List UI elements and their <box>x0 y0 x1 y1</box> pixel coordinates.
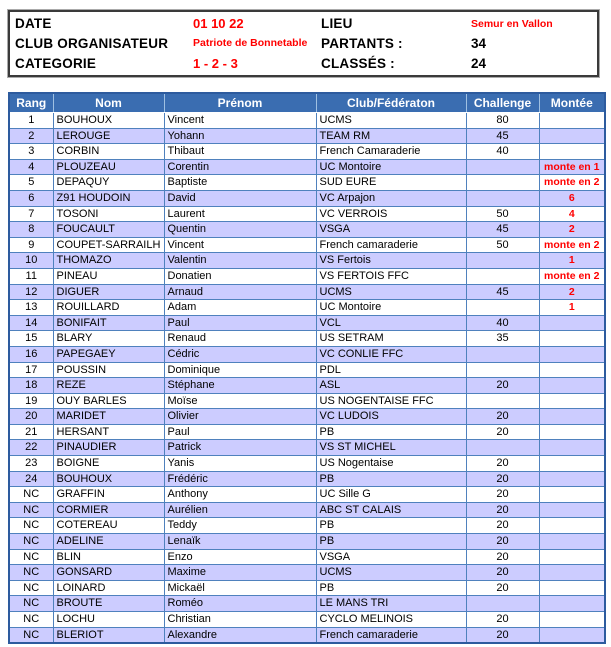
cell-club: VS ST MICHEL <box>316 440 466 456</box>
cell-rang: NC <box>9 627 53 643</box>
table-row <box>9 237 605 253</box>
table-row <box>9 284 605 300</box>
cell-club: French camaraderie <box>316 237 466 253</box>
cell-prenom: Thibaut <box>164 144 316 160</box>
cell-club: PB <box>316 424 466 440</box>
cell-club: PB <box>316 580 466 596</box>
cell-prenom: Quentin <box>164 222 316 238</box>
cell-rang: NC <box>9 565 53 581</box>
table-row <box>9 424 605 440</box>
cell-prenom: Roméo <box>164 596 316 612</box>
cell-challenge <box>466 346 539 362</box>
cell-montee <box>539 362 605 378</box>
cell-nom: OUY BARLES <box>53 393 164 409</box>
cell-montee: 2 <box>539 284 605 300</box>
cell-rang: 2 <box>9 128 53 144</box>
cell-rang: 19 <box>9 393 53 409</box>
classes-label: CLASSÉS : <box>321 55 395 71</box>
cell-challenge: 20 <box>466 565 539 581</box>
cell-nom: PINEAU <box>53 268 164 284</box>
cell-montee <box>539 534 605 550</box>
cell-nom: BROUTE <box>53 596 164 612</box>
cell-montee <box>539 378 605 394</box>
cell-prenom: Arnaud <box>164 284 316 300</box>
cell-rang: 18 <box>9 378 53 394</box>
cell-prenom: Mickaël <box>164 580 316 596</box>
cell-nom: BLIN <box>53 549 164 565</box>
cell-montee: 4 <box>539 206 605 222</box>
cell-rang: 16 <box>9 346 53 362</box>
cell-club: US NOGENTAISE FFC <box>316 393 466 409</box>
table-row <box>9 456 605 472</box>
cell-challenge <box>466 300 539 316</box>
cell-prenom: Yanis <box>164 456 316 472</box>
cell-prenom: Laurent <box>164 206 316 222</box>
cell-nom: THOMAZO <box>53 253 164 269</box>
cell-prenom: Vincent <box>164 113 316 129</box>
cell-montee <box>539 393 605 409</box>
table-row <box>9 253 605 269</box>
cell-nom: BOIGNE <box>53 456 164 472</box>
table-row <box>9 175 605 191</box>
cell-challenge <box>466 596 539 612</box>
cell-nom: Z91 HOUDOIN <box>53 190 164 206</box>
cell-nom: GONSARD <box>53 565 164 581</box>
table-row <box>9 113 605 129</box>
cell-montee: monte en 2 <box>539 268 605 284</box>
cell-challenge: 45 <box>466 222 539 238</box>
cell-prenom: David <box>164 190 316 206</box>
cell-montee: 1 <box>539 253 605 269</box>
cell-nom: TOSONI <box>53 206 164 222</box>
date-value: 01 10 22 <box>193 16 244 32</box>
cell-rang: 1 <box>9 113 53 129</box>
cell-challenge: 45 <box>466 128 539 144</box>
table-row <box>9 378 605 394</box>
header-club: Club/Fédératon <box>316 93 466 113</box>
cell-club: TEAM RM <box>316 128 466 144</box>
table-row <box>9 206 605 222</box>
cell-club: VC VERROIS <box>316 206 466 222</box>
cell-rang: 23 <box>9 456 53 472</box>
cell-prenom: Maxime <box>164 565 316 581</box>
cell-challenge: 20 <box>466 627 539 643</box>
cell-club: French camaraderie <box>316 627 466 643</box>
cell-nom: CORBIN <box>53 144 164 160</box>
cell-montee <box>539 627 605 643</box>
results-table-header <box>9 93 605 113</box>
cell-rang: 17 <box>9 362 53 378</box>
table-row <box>9 502 605 518</box>
cell-prenom: Christian <box>164 612 316 628</box>
cell-prenom: Vincent <box>164 237 316 253</box>
cell-rang: NC <box>9 549 53 565</box>
table-row <box>9 144 605 160</box>
cell-rang: 20 <box>9 409 53 425</box>
cell-montee <box>539 456 605 472</box>
cell-nom: FOUCAULT <box>53 222 164 238</box>
cell-nom: LEROUGE <box>53 128 164 144</box>
cell-nom: PAPEGAEY <box>53 346 164 362</box>
cell-nom: BOUHOUX <box>53 471 164 487</box>
cell-prenom: Yohann <box>164 128 316 144</box>
cell-prenom: Moïse <box>164 393 316 409</box>
cell-rang: NC <box>9 502 53 518</box>
cell-challenge: 50 <box>466 206 539 222</box>
table-row <box>9 222 605 238</box>
cell-montee <box>539 518 605 534</box>
header-challenge: Challenge <box>466 93 539 113</box>
cell-prenom: Olivier <box>164 409 316 425</box>
table-row <box>9 565 605 581</box>
cell-club: US Nogentaise <box>316 456 466 472</box>
cell-rang: 9 <box>9 237 53 253</box>
table-row <box>9 300 605 316</box>
cell-challenge: 20 <box>466 456 539 472</box>
cell-rang: 11 <box>9 268 53 284</box>
cell-club: VS Fertois <box>316 253 466 269</box>
cell-montee: monte en 2 <box>539 237 605 253</box>
cell-club: VSGA <box>316 222 466 238</box>
classes-value: 24 <box>471 55 487 71</box>
cell-club: PDL <box>316 362 466 378</box>
table-row <box>9 487 605 503</box>
partants-label: PARTANTS : <box>321 35 403 51</box>
table-row <box>9 440 605 456</box>
cell-challenge <box>466 159 539 175</box>
cell-montee <box>539 596 605 612</box>
table-row <box>9 268 605 284</box>
cell-prenom: Alexandre <box>164 627 316 643</box>
results-table-body <box>9 113 605 644</box>
cell-challenge: 20 <box>466 518 539 534</box>
cell-challenge: 40 <box>466 315 539 331</box>
cell-prenom: Adam <box>164 300 316 316</box>
table-row <box>9 534 605 550</box>
cell-challenge <box>466 440 539 456</box>
cell-club: VC Arpajon <box>316 190 466 206</box>
cell-nom: LOCHU <box>53 612 164 628</box>
table-row <box>9 549 605 565</box>
cell-montee: monte en 2 <box>539 175 605 191</box>
cell-challenge: 20 <box>466 424 539 440</box>
lieu-value: Semur en Vallon <box>471 17 553 30</box>
table-row <box>9 128 605 144</box>
cell-nom: BLARY <box>53 331 164 347</box>
cell-club: VCL <box>316 315 466 331</box>
cell-club: ASL <box>316 378 466 394</box>
cell-montee <box>539 128 605 144</box>
cell-prenom: Patrick <box>164 440 316 456</box>
cell-rang: 5 <box>9 175 53 191</box>
cell-rang: 14 <box>9 315 53 331</box>
categorie-value: 1 - 2 - 3 <box>193 55 238 71</box>
cell-club: SUD EURE <box>316 175 466 191</box>
cell-rang: 21 <box>9 424 53 440</box>
cell-rang: NC <box>9 487 53 503</box>
date-label: DATE <box>15 16 52 32</box>
cell-club: PB <box>316 518 466 534</box>
cell-club: UC Sille G <box>316 487 466 503</box>
cell-challenge: 20 <box>466 580 539 596</box>
cell-montee <box>539 331 605 347</box>
partants-value: 34 <box>471 35 487 51</box>
cell-challenge: 20 <box>466 612 539 628</box>
cell-nom: ADELINE <box>53 534 164 550</box>
cell-nom: DEPAQUY <box>53 175 164 191</box>
table-row <box>9 159 605 175</box>
cell-rang: 4 <box>9 159 53 175</box>
cell-prenom: Teddy <box>164 518 316 534</box>
cell-challenge: 80 <box>466 113 539 129</box>
cell-nom: COTEREAU <box>53 518 164 534</box>
cell-prenom: Baptiste <box>164 175 316 191</box>
cell-rang: 15 <box>9 331 53 347</box>
cell-montee <box>539 549 605 565</box>
cell-club: UCMS <box>316 284 466 300</box>
cell-challenge: 20 <box>466 534 539 550</box>
table-row <box>9 346 605 362</box>
table-row <box>9 518 605 534</box>
cell-challenge: 20 <box>466 378 539 394</box>
cell-montee <box>539 612 605 628</box>
cell-challenge: 35 <box>466 331 539 347</box>
cell-rang: 8 <box>9 222 53 238</box>
cell-montee: monte en 1 <box>539 159 605 175</box>
cell-challenge: 20 <box>466 409 539 425</box>
cell-prenom: Stéphane <box>164 378 316 394</box>
cell-nom: COUPET-SARRAILH <box>53 237 164 253</box>
cell-prenom: Paul <box>164 424 316 440</box>
cell-rang: 7 <box>9 206 53 222</box>
cell-montee <box>539 580 605 596</box>
cell-montee <box>539 502 605 518</box>
cell-rang: 6 <box>9 190 53 206</box>
cell-montee <box>539 424 605 440</box>
cell-challenge <box>466 190 539 206</box>
cell-challenge <box>466 175 539 191</box>
info-box <box>8 10 599 77</box>
cell-challenge: 50 <box>466 237 539 253</box>
cell-club: LE MANS TRI <box>316 596 466 612</box>
cell-nom: PINAUDIER <box>53 440 164 456</box>
cell-club: UC Montoire <box>316 159 466 175</box>
cell-rang: NC <box>9 596 53 612</box>
cell-prenom: Lenaïk <box>164 534 316 550</box>
cell-challenge: 40 <box>466 144 539 160</box>
cell-nom: LOINARD <box>53 580 164 596</box>
table-row <box>9 409 605 425</box>
cell-rang: 3 <box>9 144 53 160</box>
cell-club: VC LUDOIS <box>316 409 466 425</box>
club-organisateur-value: Patriote de Bonnetable <box>193 37 308 50</box>
header-montee: Montée <box>539 93 605 113</box>
cell-rang: NC <box>9 612 53 628</box>
cell-challenge <box>466 362 539 378</box>
cell-challenge <box>466 253 539 269</box>
cell-nom: HERSANT <box>53 424 164 440</box>
table-row <box>9 393 605 409</box>
results-table <box>8 92 606 644</box>
table-row <box>9 190 605 206</box>
cell-nom: MARIDET <box>53 409 164 425</box>
cell-club: UCMS <box>316 565 466 581</box>
cell-prenom: Dominique <box>164 362 316 378</box>
cell-nom: BLERIOT <box>53 627 164 643</box>
cell-montee: 1 <box>539 300 605 316</box>
cell-montee <box>539 346 605 362</box>
cell-club: VSGA <box>316 549 466 565</box>
cell-montee <box>539 471 605 487</box>
cell-rang: NC <box>9 534 53 550</box>
cell-rang: NC <box>9 580 53 596</box>
cell-club: ABC ST CALAIS <box>316 502 466 518</box>
cell-nom: ROUILLARD <box>53 300 164 316</box>
cell-rang: 24 <box>9 471 53 487</box>
table-row <box>9 315 605 331</box>
cell-club: CYCLO MELINOIS <box>316 612 466 628</box>
table-row <box>9 471 605 487</box>
cell-challenge: 20 <box>466 487 539 503</box>
cell-prenom: Enzo <box>164 549 316 565</box>
table-row <box>9 612 605 628</box>
cell-montee <box>539 144 605 160</box>
cell-nom: REZE <box>53 378 164 394</box>
cell-rang: 10 <box>9 253 53 269</box>
cell-club: VS FERTOIS FFC <box>316 268 466 284</box>
cell-nom: POUSSIN <box>53 362 164 378</box>
cell-rang: NC <box>9 518 53 534</box>
cell-club: PB <box>316 534 466 550</box>
header-rang: Rang <box>9 93 53 113</box>
table-row <box>9 596 605 612</box>
cell-nom: GRAFFIN <box>53 487 164 503</box>
cell-montee <box>539 409 605 425</box>
cell-nom: PLOUZEAU <box>53 159 164 175</box>
cell-montee <box>539 315 605 331</box>
cell-prenom: Renaud <box>164 331 316 347</box>
cell-prenom: Corentin <box>164 159 316 175</box>
cell-rang: 12 <box>9 284 53 300</box>
cell-prenom: Frédéric <box>164 471 316 487</box>
cell-montee <box>539 113 605 129</box>
cell-prenom: Anthony <box>164 487 316 503</box>
cell-prenom: Aurélien <box>164 502 316 518</box>
table-row <box>9 331 605 347</box>
cell-nom: BOUHOUX <box>53 113 164 129</box>
cell-challenge <box>466 268 539 284</box>
table-row <box>9 362 605 378</box>
cell-montee <box>539 565 605 581</box>
header-prenom: Prénom <box>164 93 316 113</box>
header-nom: Nom <box>53 93 164 113</box>
cell-club: PB <box>316 471 466 487</box>
cell-club: VC CONLIE FFC <box>316 346 466 362</box>
lieu-label: LIEU <box>321 16 353 32</box>
cell-rang: 13 <box>9 300 53 316</box>
cell-prenom: Valentin <box>164 253 316 269</box>
cell-prenom: Donatien <box>164 268 316 284</box>
table-row <box>9 627 605 643</box>
cell-montee <box>539 487 605 503</box>
cell-club: UC Montoire <box>316 300 466 316</box>
cell-rang: 22 <box>9 440 53 456</box>
cell-club: US SETRAM <box>316 331 466 347</box>
cell-prenom: Paul <box>164 315 316 331</box>
cell-montee: 6 <box>539 190 605 206</box>
cell-nom: DIGUER <box>53 284 164 300</box>
cell-prenom: Cédric <box>164 346 316 362</box>
cell-montee: 2 <box>539 222 605 238</box>
cell-nom: CORMIER <box>53 502 164 518</box>
cell-challenge: 45 <box>466 284 539 300</box>
cell-challenge: 20 <box>466 502 539 518</box>
cell-challenge <box>466 393 539 409</box>
cell-montee <box>539 440 605 456</box>
header-row <box>9 93 605 113</box>
cell-club: French Camaraderie <box>316 144 466 160</box>
table-row <box>9 580 605 596</box>
cell-challenge: 20 <box>466 471 539 487</box>
cell-challenge: 20 <box>466 549 539 565</box>
categorie-label: CATEGORIE <box>15 55 97 71</box>
cell-nom: BONIFAIT <box>53 315 164 331</box>
club-organisateur-label: CLUB ORGANISATEUR <box>15 35 169 51</box>
cell-club: UCMS <box>316 113 466 129</box>
